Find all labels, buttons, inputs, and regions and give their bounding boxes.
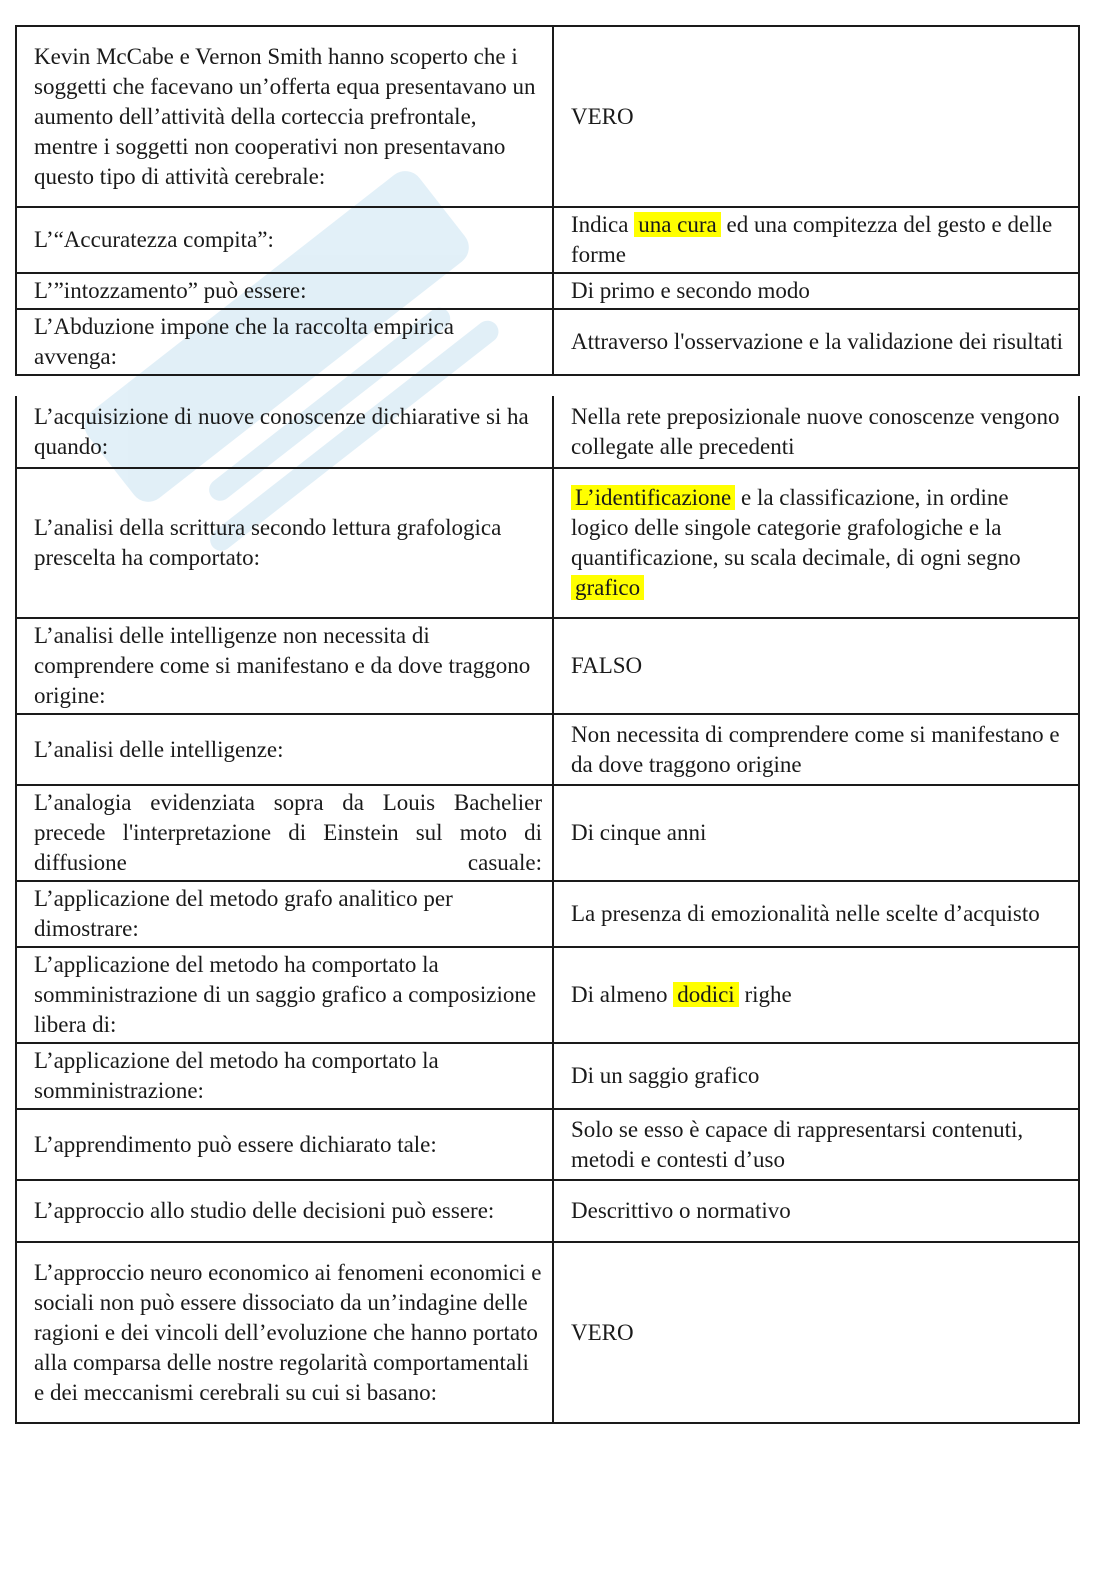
answer-cell: Nella rete preposizionale nuove conoscenze vengono collegate alle precedenti — [553, 396, 1079, 468]
answer-text: Di almeno — [571, 982, 674, 1007]
table-row — [16, 881, 1079, 947]
table-row — [16, 618, 1079, 714]
question-cell: L’analisi della scrittura secondo lettura grafologica prescelta ha comportato: — [16, 468, 553, 618]
answer-text: righe — [738, 982, 792, 1007]
answer-cell: Attraverso l'osservazione e la validazione dei risultati — [553, 309, 1079, 375]
table-row — [16, 273, 1079, 309]
answer-cell: Di primo e secondo modo — [553, 273, 1079, 309]
table-row — [16, 1109, 1079, 1180]
answer-cell: Descrittivo o normativo — [553, 1180, 1079, 1242]
question-cell: L’applicazione del metodo ha comportato la somministrazione: — [16, 1043, 553, 1109]
question-cell: L’applicazione del metodo grafo analitico per dimostrare: — [16, 881, 553, 947]
table-row — [16, 1242, 1079, 1423]
question-cell: L’analogia evidenziata sopra da Louis Bachelier precede l'interpretazione di Einstein sul moto di diffusione casuale: — [16, 785, 553, 881]
table-row — [16, 396, 1079, 468]
answer-cell: FALSO — [553, 618, 1079, 714]
answer-cell — [553, 207, 1079, 273]
answer-text: ed una compitezza del gesto e delle forme — [571, 212, 1053, 267]
answer-cell — [553, 468, 1079, 618]
answer-cell: Solo se esso è capace di rappresentarsi contenuti, metodi e contesti d’uso — [553, 1109, 1079, 1180]
highlighted-text: dodici — [673, 982, 739, 1007]
highlighted-text: grafico — [571, 575, 644, 600]
question-cell: L’applicazione del metodo ha comportato la somministrazione di un saggio grafico a composizione libera di: — [16, 947, 553, 1043]
question-cell: Kevin McCabe e Vernon Smith hanno scoperto che i soggetti che facevano un’offerta equa presentavano un aumento dell’attività della corteccia prefrontale, mentre i soggetti non cooperativi non presentavano questo tipo di attività cerebrale: — [16, 26, 553, 207]
question-cell: L’analisi delle intelligenze: — [16, 714, 553, 785]
table-row — [16, 468, 1079, 618]
table-row — [16, 714, 1079, 785]
answer-cell: VERO — [553, 1242, 1079, 1423]
table-row — [16, 309, 1079, 375]
table-row — [16, 785, 1079, 881]
answer-text: e la classificazione, in ordine logico delle singole categorie grafologiche e la quantificazione, su scala decimale, di ogni segno — [571, 485, 1021, 570]
answer-cell: Di cinque anni — [553, 785, 1079, 881]
question-cell: L’Abduzione impone che la raccolta empirica avvenga: — [16, 309, 553, 375]
answer-text: Indica — [571, 212, 635, 237]
qa-table-2 — [15, 396, 1080, 1424]
answer-cell — [553, 947, 1079, 1043]
answer-cell: Di un saggio grafico — [553, 1043, 1079, 1109]
highlighted-text: L’identificazione — [571, 485, 735, 510]
answer-cell: Non necessita di comprendere come si manifestano e da dove traggono origine — [553, 714, 1079, 785]
answer-cell: VERO — [553, 26, 1079, 207]
table-row — [16, 947, 1079, 1043]
qa-table-1 — [15, 25, 1080, 376]
question-cell: L’analisi delle intelligenze non necessita di comprendere come si manifestano e da dove traggono origine: — [16, 618, 553, 714]
question-cell: L’approccio allo studio delle decisioni può essere: — [16, 1180, 553, 1242]
table-row — [16, 207, 1079, 273]
question-cell: L’“Accuratezza compita”: — [16, 207, 553, 273]
answer-cell: La presenza di emozionalità nelle scelte d’acquisto — [553, 881, 1079, 947]
question-cell: L’”intozzamento” può essere: — [16, 273, 553, 309]
question-cell: L’acquisizione di nuove conoscenze dichiarative si ha quando: — [16, 396, 553, 468]
table-row — [16, 1043, 1079, 1109]
question-cell: L’apprendimento può essere dichiarato tale: — [16, 1109, 553, 1180]
table-row — [16, 26, 1079, 207]
table-row — [16, 1180, 1079, 1242]
highlighted-text: una cura — [634, 212, 721, 237]
question-cell: L’approccio neuro economico ai fenomeni economici e sociali non può essere dissociato da un’indagine delle ragioni e dei vincoli dell’evoluzione che hanno portato alla comparsa delle nostre regolarità comportamentali e dei meccanismi cerebrali su cui si basano: — [16, 1242, 553, 1423]
